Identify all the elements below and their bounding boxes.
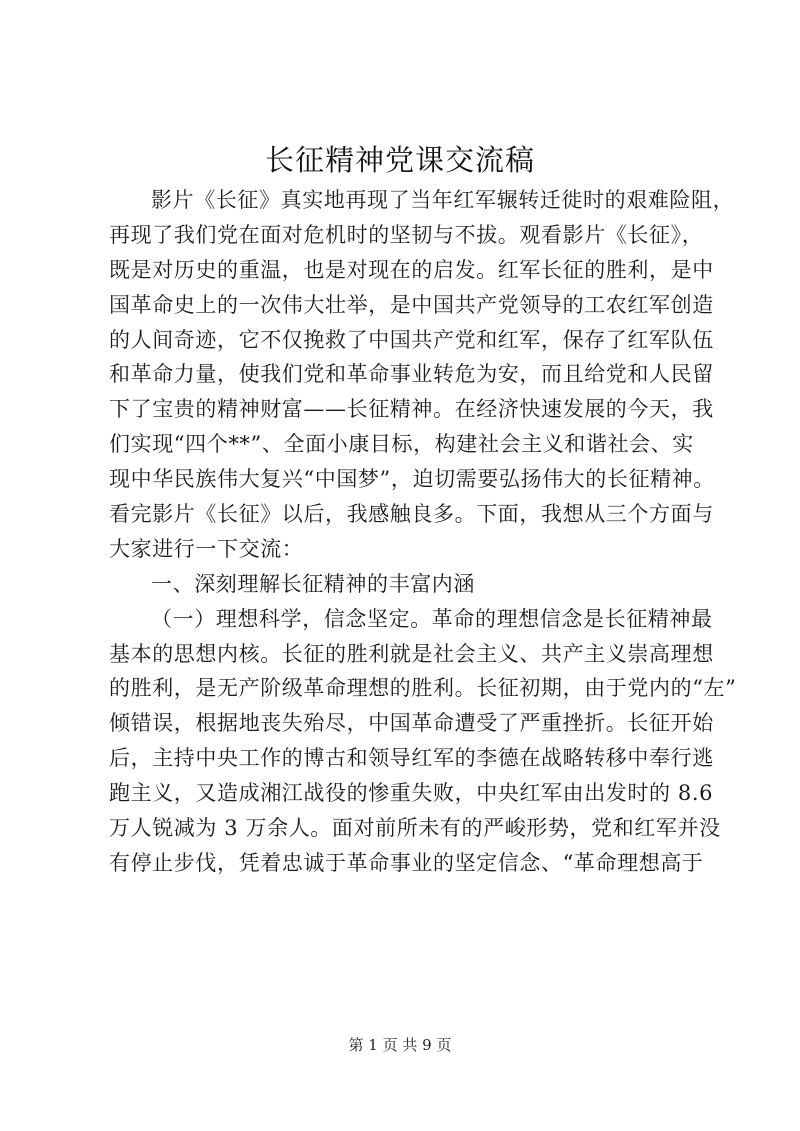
paragraph-line: 既是对历史的重温，也是对现在的启发。红军长征的胜利，是中: [109, 257, 714, 282]
paragraph-line: 有停止步伐，凭着忠诚于革命事业的坚定信念、“革命理想高于: [109, 850, 704, 875]
section-heading: 一、深刻理解长征精神的丰富内涵: [151, 571, 475, 596]
paragraph-line: 万人锐减为 3 万余人。面对前所未有的严峻形势，党和红军并没: [109, 816, 721, 841]
page-title: 长征精神党课交流稿: [264, 143, 535, 177]
paragraph-line: 跑主义，又造成湘江战役的惨重失败，中央红军由出发时的 8.6: [109, 781, 714, 806]
paragraph-line: 基本的思想内核。长征的胜利就是社会主义、共产主义崇高理想: [109, 641, 714, 666]
paragraph-line: 现中华民族伟大复兴“中国梦”，迫切需要弘扬伟大的长征精神。: [109, 467, 715, 492]
paragraph-line: 的胜利，是无产阶级革命理想的胜利。长征初期，由于党内的“左”: [109, 676, 737, 701]
paragraph-line: 和革命力量，使我们党和革命事业转危为安，而且给党和人民留: [109, 362, 714, 387]
paragraph-line: 们实现“四个**”、全面小康目标，构建社会主义和谐社会、实: [109, 432, 694, 457]
paragraph-line: 国革命史上的一次伟大壮举，是中国共产党领导的工农红军创造: [109, 292, 714, 317]
paragraph-line: 倾错误，根据地丧失殆尽，中国革命遭受了严重挫折。长征开始: [109, 711, 714, 736]
page-number-footer: 第 1 页 共 9 页: [348, 1036, 452, 1054]
document-body: [109, 183, 737, 881]
paragraph-line: 大家进行一下交流：: [109, 536, 304, 561]
paragraph-line: 再现了我们党在面对危机时的坚韧与不拔。观看影片《长征》，: [109, 222, 704, 247]
paragraph-line: 后，主持中央工作的博古和领导红军的李德在战略转移中奉行逃: [109, 746, 714, 771]
subsection-heading-line: （一）理想科学，信念坚定。革命的理想信念是长征精神最: [151, 606, 713, 631]
paragraph-line: 的人间奇迹，它不仅挽救了中国共产党和红军，保存了红军队伍: [109, 327, 714, 352]
paragraph-line: 影片《长征》真实地再现了当年红军辗转迁徙时的艰难险阻，: [151, 188, 735, 212]
paragraph-line: 下了宝贵的精神财富——长征精神。在经济快速发展的今天，我: [109, 397, 714, 422]
paragraph-line: 看完影片《长征》以后，我感触良多。下面，我想从三个方面与: [109, 502, 714, 527]
